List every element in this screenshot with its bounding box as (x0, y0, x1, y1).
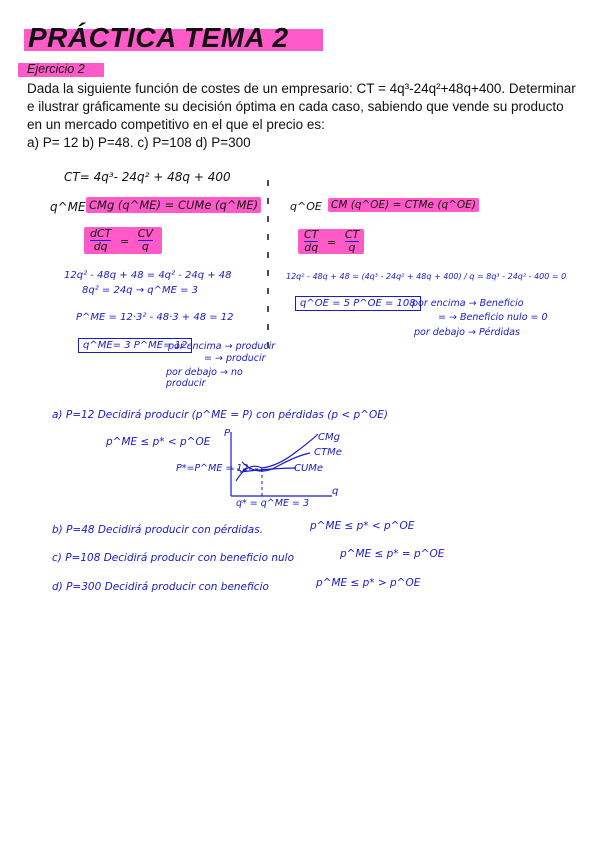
right-equal-note: = → Beneficio nulo = 0 (438, 312, 548, 323)
dashed-divider (262, 180, 274, 355)
statement-line-2: e ilustrar gráficamente su decisión óptima en cada caso, sabiendo que vende su producto (27, 99, 564, 114)
case-b-inequality: p^ME ≤ p* < p^OE (310, 520, 415, 532)
statement-line-1: Dada la siguiente función de costes de un empresario: CT = 4q³-24q²+48q+400. Determinar (27, 81, 576, 96)
graph-ctme-label: CTMe (314, 447, 342, 458)
left-equation-3: P^ME = 12·3² - 48·3 + 48 = 12 (76, 312, 234, 323)
case-c-inequality: p^ME ≤ p* = p^OE (340, 548, 445, 560)
right-condition: CM (q^OE) = CTMe (q^OE) (328, 198, 479, 212)
right-fraction: $\frac{CT}{dq}$ = $\frac{CT}{q}$ (304, 228, 360, 254)
left-q-symbol: q^ME (50, 200, 86, 214)
left-above-note: por encima → producir (168, 341, 276, 352)
graph-cmg-label: CMg (318, 432, 340, 443)
left-below-note: por debajo → no producir (166, 367, 243, 389)
left-equation-1: 12q² - 48q + 48 = 4q² - 24q + 48 (64, 270, 232, 281)
case-c-line: c) P=108 Decidirá producir con beneficio nulo (52, 552, 295, 564)
statement-line-4: a) P= 12 b) P=48. c) P=108 d) P=300 (27, 135, 251, 150)
case-a-inequality: p^ME ≤ p* < p^OE (106, 436, 211, 448)
left-result-box: q^ME= 3 P^ME= 12 (78, 338, 192, 353)
right-above-note: por encima → Beneficio (412, 298, 524, 309)
cost-function-note: CT= 4q³- 24q² + 48q + 400 (64, 170, 231, 184)
right-equation-1: 12q² - 48q + 48 = (4q³ - 24q² + 48q + 400) / q = 8q³ - 24q² - 400 = 0 (286, 272, 567, 281)
right-q-symbol: q^OE (290, 200, 322, 213)
graph-quantity-label: q* = q^ME = 3 (236, 498, 310, 509)
case-b-line: b) P=48 Decidirá producir con pérdidas. (52, 524, 264, 536)
case-a-line: a) P=12 Decidirá producir (p^ME = P) con pérdidas (p < p^OE) (52, 409, 388, 421)
left-fraction: $\frac{\text{dCT}}{dq}$ = $\frac{CV}{q}$ (90, 227, 154, 253)
graph-cume-label: CUMe (294, 463, 324, 474)
left-equation-2: 8q² = 24q → q^ME = 3 (82, 285, 199, 296)
graph-price-label: P*=P^ME = 12 (176, 463, 249, 474)
case-d-line: d) P=300 Decidirá producir con beneficio (52, 581, 269, 593)
right-below-note: por debajo → Pérdidas (414, 327, 520, 338)
statement-line-3: en un mercado competitivo en el que el precio es: (27, 117, 325, 132)
left-equal-note: = → producir (204, 353, 266, 364)
left-condition: CMg (q^ME) = CUMe (q^ME) (86, 197, 261, 213)
graph-p-label: P (224, 428, 231, 439)
case-d-inequality: p^ME ≤ p* > p^OE (316, 577, 421, 589)
exercise-label: Ejercicio 2 (27, 62, 85, 76)
right-result-box: q^OE = 5 P^OE = 108 (295, 296, 421, 311)
graph-q-label: q (332, 486, 339, 497)
page-title: PRÁCTICA TEMA 2 (28, 22, 289, 53)
